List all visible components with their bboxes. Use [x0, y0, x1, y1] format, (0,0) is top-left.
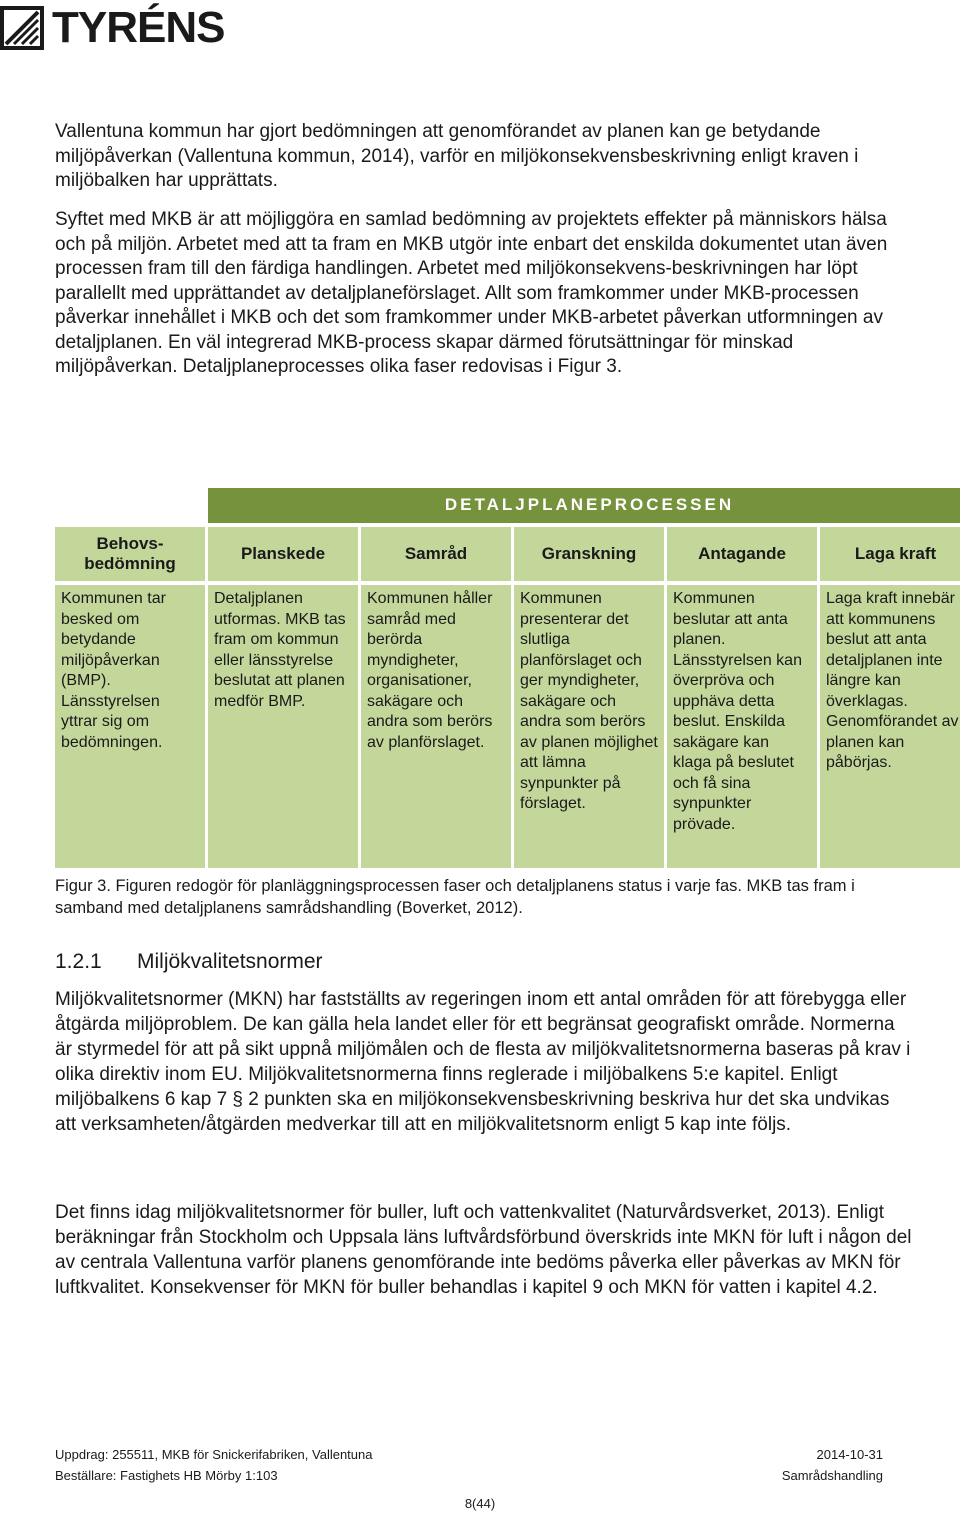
phase-header: Samråd: [361, 527, 511, 581]
mkn-paragraph-2: Det finns idag miljökvalitetsnormer för buller, luft och vattenkvalitet (Naturvårdsverket, 2013). Enligt beräkningar från Stockholm och Uppsala läns luftvårdsförbund överskrids inte MKN för luft i någon del av centrala Vallentuna varför planens genomförande inte bedöms påverka eller påverkas av MKN för luftkvalitet. Konsekvenser för MKN för buller behandlas i kapitel 9 och MKN för vatten i kapitel 4.2.: [55, 1202, 912, 1298]
mkn-paragraph-1: Miljökvalitetsnormer (MKN) har fastställts av regeringen inom ett antal områden för att förebygga eller åtgärda miljöproblem. De kan gälla hela landet eller för ett begränsat geografiskt område. Normerna är styrmedel för att på sikt uppnå miljömålen och de flesta av miljökvalitetsnormerna baseras på krav i olika direktiv inom EU. Miljökvalitetsnormerna finns reglerade i miljöbalkens 5:e kapitel. Enligt miljöbalkens 6 kap 7 § 2 punkten ska en miljökonsekvensbeskrivning beskriva hur det ska undvikas att verksamheten/åtgärden medverkar till att en miljökvalitetsnorm enligt 5 kap inte följs.: [55, 989, 911, 1135]
phase-header: Behovs-bedömning: [55, 527, 205, 581]
process-figure: [52, 484, 960, 872]
section-heading: [55, 950, 323, 974]
phase-description: Kommunen håller samråd med berörda myndigheter, organisationer, sakägare och andra som berörs av planförslaget.: [361, 585, 511, 868]
figure-caption: Figur 3. Figuren redogör för planläggningsprocessen faser och detaljplanens status i varje fas. MKB tas fram i samband med detaljplanens samrådshandling (Boverket, 2012).: [55, 877, 855, 917]
phase-description: Kommunen presenterar det slutliga planförslaget och ger myndigheter, sakägare och andra som berörs av planen möjlighet att lämna synpunkter på förslaget.: [514, 585, 664, 868]
phase-description: Kommunen beslutar att anta planen. Länsstyrelsen kan överpröva och upphäva detta beslut. Enskilda sakägare kan klaga på beslutet och få sina synpunkter prövade.: [667, 585, 817, 868]
phase-header: Granskning: [514, 527, 664, 581]
phase-description: Laga kraft innebär att kommunens beslut att anta detaljplanen inte längre kan överklagas. Genomförandet av planen kan påbörjas.: [820, 585, 960, 868]
footer-status: Samrådshandling: [781, 1468, 883, 1483]
phase-description: Detaljplanen utformas. MKB tas fram om kommun eller länsstyrelse beslutat att planen medför BMP.: [208, 585, 358, 868]
footer-client: Beställare: Fastighets HB Mörby 1:103: [55, 1468, 278, 1483]
phase-description: Kommunen tar besked om betydande miljöpåverkan (BMP). Länsstyrelsen yttrar sig om bedömningen.: [55, 585, 205, 868]
tyrens-logo-icon: [0, 6, 44, 50]
footer-line-2: [55, 1468, 883, 1484]
footer-date: 2014-10-31: [816, 1447, 883, 1462]
footer-assignment: Uppdrag: 255511, MKB för Snickerifabriken, Vallentuna: [55, 1447, 373, 1462]
phase-header: Planskede: [208, 527, 358, 581]
section-title: Miljökvalitetsnormer: [137, 950, 323, 973]
page-number: 8(44): [464, 1496, 496, 1511]
intro-paragraph: Vallentuna kommun har gjort bedömningen att genomförandet av planen kan ge betydande miljöpåverkan (Vallentuna kommun, 2014), varför en miljökonsekvensbeskrivning enligt kraven i miljöbalken har upprättats.: [55, 121, 859, 191]
section-number: 1.2.1: [55, 950, 102, 973]
phase-header: Antagande: [667, 527, 817, 581]
phase-header: Laga kraft: [820, 527, 960, 581]
process-banner: DETALJPLANEPROCESSEN: [208, 488, 960, 523]
tyrens-logo: [0, 4, 224, 52]
footer-line-1: [55, 1447, 883, 1463]
banner-spacer: [55, 488, 205, 523]
brand-name: TYRÉNS: [52, 3, 225, 52]
purpose-paragraph: Syftet med MKB är att möjliggöra en samlad bedömning av projektets effekter på människors hälsa och på miljön. Arbetet med att ta fram en MKB utgör inte enbart det enskilda dokumentet utan även processen fram till den färdiga handlingen. Arbetet med miljökonsekvens-beskrivningen har löpt parallellt med upprättandet av detaljplaneförslaget. Allt som framkommer under MKB-processen påverkar innehållet i MKB och det som framkommer under MKB-arbetet påverkan utformningen av detaljplanen. En väl integrerad MKB-process skapar därmed förutsättningar för minskad miljöpåverkan. Detaljplaneprocesses olika faser redovisas i Figur 3.: [55, 209, 888, 377]
